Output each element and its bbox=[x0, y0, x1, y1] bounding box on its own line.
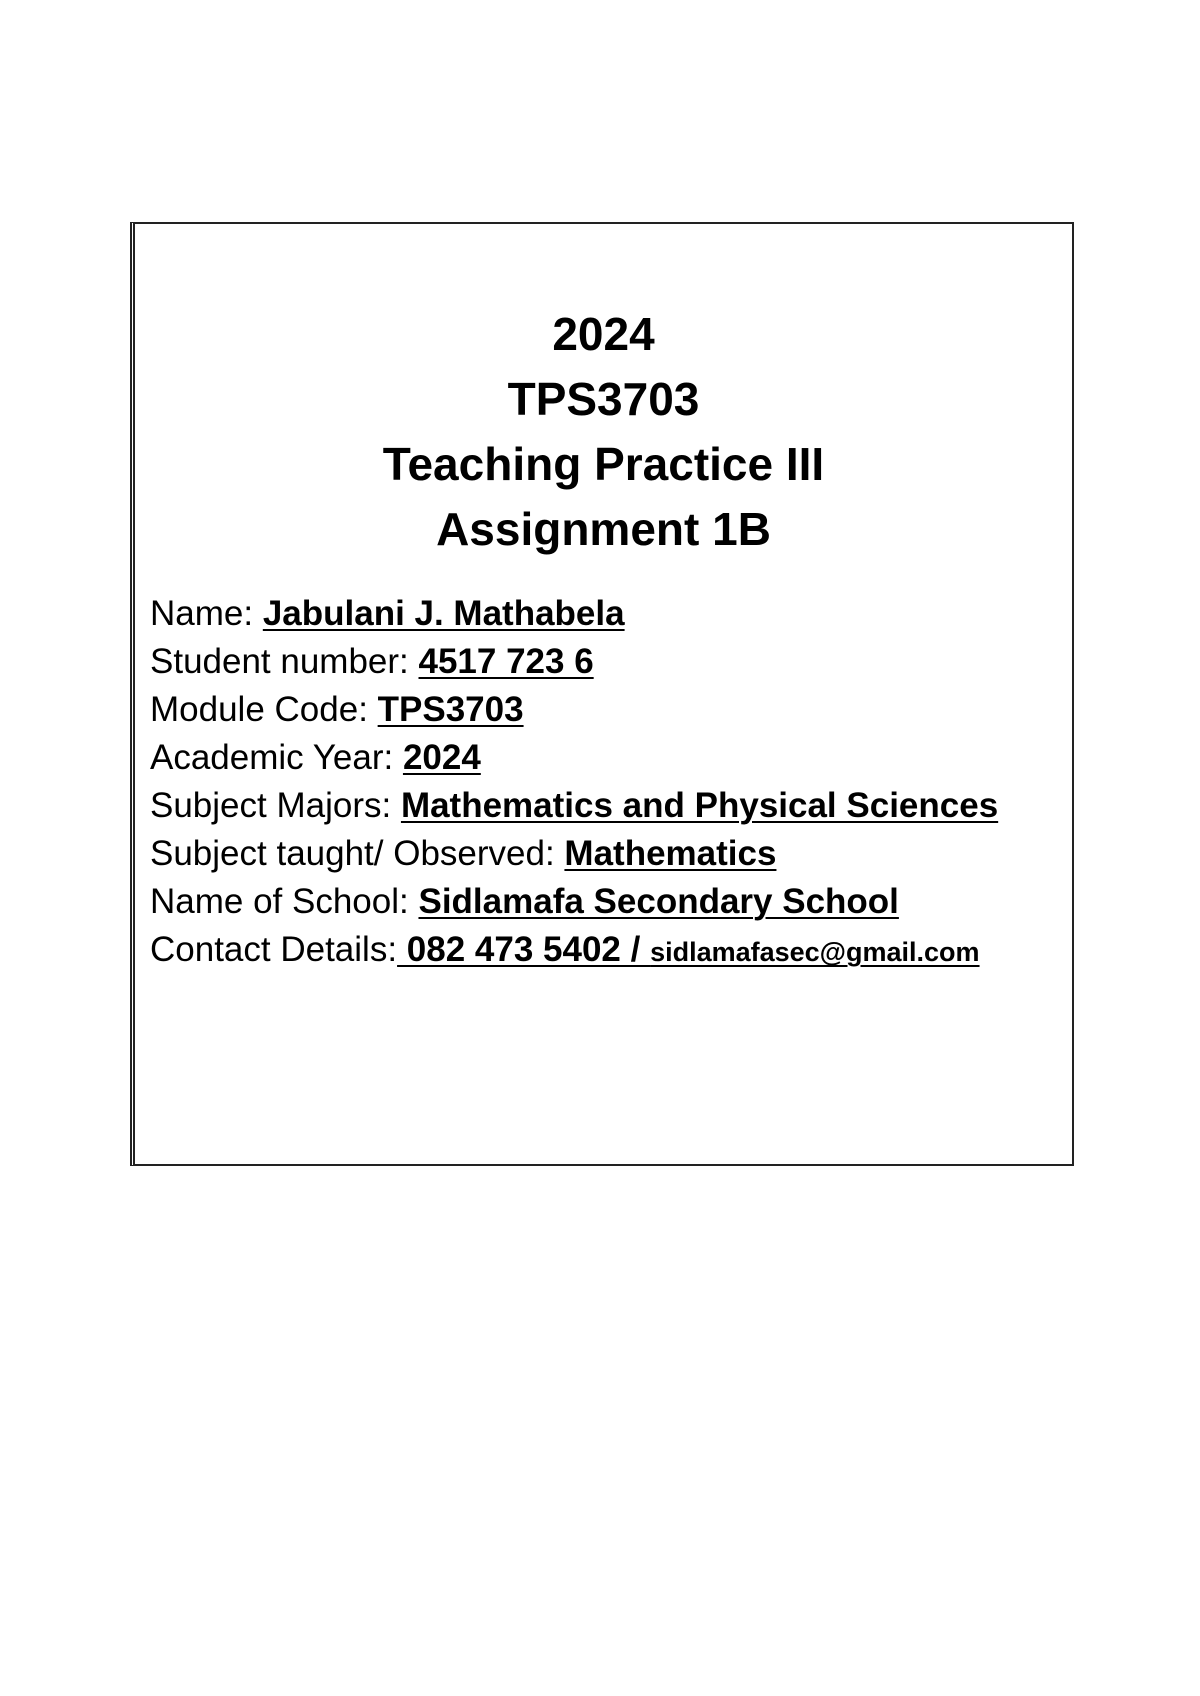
detail-value: Sidlamafa Secondary School bbox=[418, 882, 899, 921]
detail-contact bbox=[150, 926, 1062, 976]
detail-value: Jabulani J. Mathabela bbox=[262, 594, 625, 633]
detail-label: Name of School: bbox=[150, 882, 419, 921]
detail-value: 4517 723 6 bbox=[418, 642, 594, 681]
title-year: 2024 bbox=[552, 308, 655, 360]
detail-label: Name: bbox=[150, 594, 263, 633]
detail-school bbox=[150, 878, 1062, 926]
title-block bbox=[135, 302, 1072, 562]
detail-name bbox=[150, 590, 1062, 638]
detail-label: Subject Majors: bbox=[150, 786, 401, 825]
detail-value: TPS3703 bbox=[377, 690, 524, 729]
contact-phone: 082 473 5402 / bbox=[397, 930, 651, 969]
detail-label: Student number: bbox=[150, 642, 419, 681]
detail-label: Subject taught/ Observed: bbox=[150, 834, 565, 873]
detail-module-code bbox=[150, 686, 1062, 734]
detail-value: 2024 bbox=[402, 738, 481, 777]
detail-academic-year bbox=[150, 734, 1062, 782]
title-module-name: Teaching Practice III bbox=[382, 438, 825, 490]
contact-label: Contact Details: bbox=[150, 930, 398, 969]
details-list bbox=[150, 590, 1062, 976]
contact-email-link[interactable]: sidlamafasec@gmail.com bbox=[650, 937, 980, 967]
title-module-code: TPS3703 bbox=[507, 373, 700, 425]
detail-subject-taught bbox=[150, 830, 1062, 878]
detail-student-number bbox=[150, 638, 1062, 686]
detail-value: Mathematics bbox=[564, 834, 777, 873]
title-assignment: Assignment 1B bbox=[436, 503, 771, 555]
detail-label: Module Code: bbox=[150, 690, 378, 729]
detail-subject-majors bbox=[150, 782, 1062, 830]
detail-label: Academic Year: bbox=[150, 738, 403, 777]
cover-box bbox=[130, 222, 1074, 1166]
detail-value: Mathematics and Physical Sciences bbox=[400, 786, 999, 825]
